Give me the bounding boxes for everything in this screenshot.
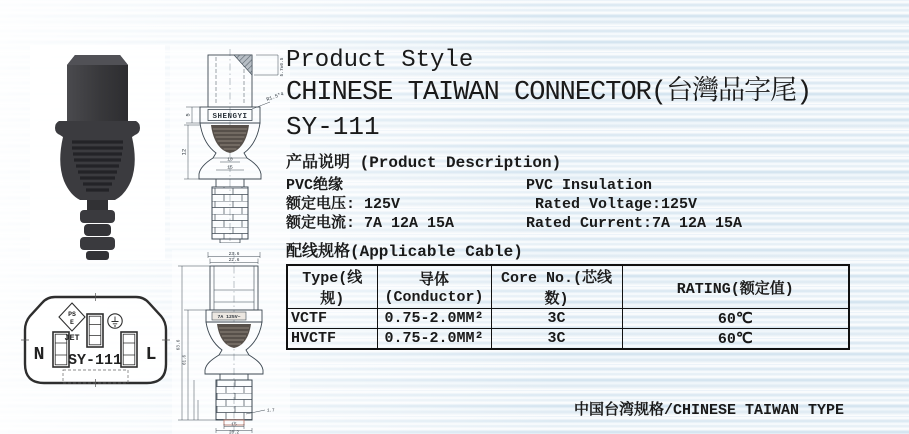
col-header-core: Core No.(芯线数)	[491, 265, 622, 309]
cell-type: VCTF	[287, 309, 377, 329]
connector-photo	[30, 45, 165, 260]
col-header-rating: RATING(额定值)	[622, 265, 849, 309]
dim-body-height: 61.6	[183, 354, 188, 366]
dim-outer-width: 23.6	[228, 252, 240, 257]
col-header-conductor: 导体(Conductor)	[377, 265, 491, 309]
jet-mark: JET	[64, 333, 80, 343]
dim-base-width: 20.2	[228, 431, 240, 434]
pse-mark-line2: E	[70, 319, 74, 326]
description-list	[286, 176, 898, 233]
dim-inner-width: 22.6	[228, 258, 240, 263]
table-header-row	[287, 265, 849, 309]
face-model-label: SY-111	[67, 352, 123, 369]
cell-rating: 60℃	[622, 309, 849, 329]
face-view-drawing	[18, 288, 173, 400]
spec-content	[286, 46, 898, 350]
cell-core: 3C	[491, 309, 622, 329]
main-title: CHINESE TAIWAN CONNECTOR(台灣品字尾)	[286, 78, 812, 108]
brand-label: SHENGYI	[212, 113, 248, 121]
side-view-drawing-top	[170, 45, 290, 243]
dim-tip-width: 15	[231, 422, 237, 428]
product-style-title: Product Style	[286, 47, 474, 74]
cell-rating: 60℃	[622, 329, 849, 350]
cell-type: HVCTF	[287, 329, 377, 350]
pse-mark-line1: PS	[68, 311, 76, 318]
live-pin-label: L	[145, 345, 157, 365]
side-view-drawing-bottom	[172, 250, 290, 434]
dim-corner-radius: R1.5*4	[265, 91, 285, 103]
dim-total-height: 63.6	[176, 339, 182, 351]
dim-neck-width: 10	[227, 157, 233, 163]
desc-cn-current: 额定电流: 7A 12A 15A	[286, 215, 455, 232]
dim-grip-height: 12	[180, 148, 188, 156]
desc-cn-insulation: PVC绝缘	[286, 177, 344, 194]
cell-conductor: 0.75-2.0MM²	[377, 329, 491, 350]
table-row	[287, 329, 849, 350]
description-heading: 产品说明 (Product Description)	[286, 154, 562, 172]
col-header-type: Type(线规)	[287, 265, 377, 309]
photo-strain-relief	[80, 210, 115, 223]
cable-spec-table	[286, 264, 850, 350]
model-number: SY-111	[286, 112, 380, 142]
cable-table-heading: 配线规格(Applicable Cable)	[286, 243, 523, 261]
desc-en-current: Rated Current:7A 12A 15A	[526, 215, 743, 232]
dim-wall: 1.7	[267, 409, 275, 414]
table-row	[287, 309, 849, 329]
neutral-pin-label: N	[33, 345, 45, 365]
dim-collar-height: 5	[184, 113, 192, 117]
desc-en-voltage: Rated Voltage:125V	[526, 196, 698, 213]
rating-label: 7A 125V~	[217, 315, 241, 320]
cell-core: 3C	[491, 329, 622, 350]
footer-note: 中国台湾规格/CHINESE TAIWAN TYPE	[574, 402, 845, 419]
dim-base-width: 15	[227, 165, 233, 171]
dim-depth: 5.7±0.5	[280, 57, 285, 77]
desc-en-insulation: PVC Insulation	[526, 177, 653, 194]
cell-conductor: 0.75-2.0MM²	[377, 309, 491, 329]
desc-cn-voltage: 额定电压: 125V	[286, 196, 401, 213]
